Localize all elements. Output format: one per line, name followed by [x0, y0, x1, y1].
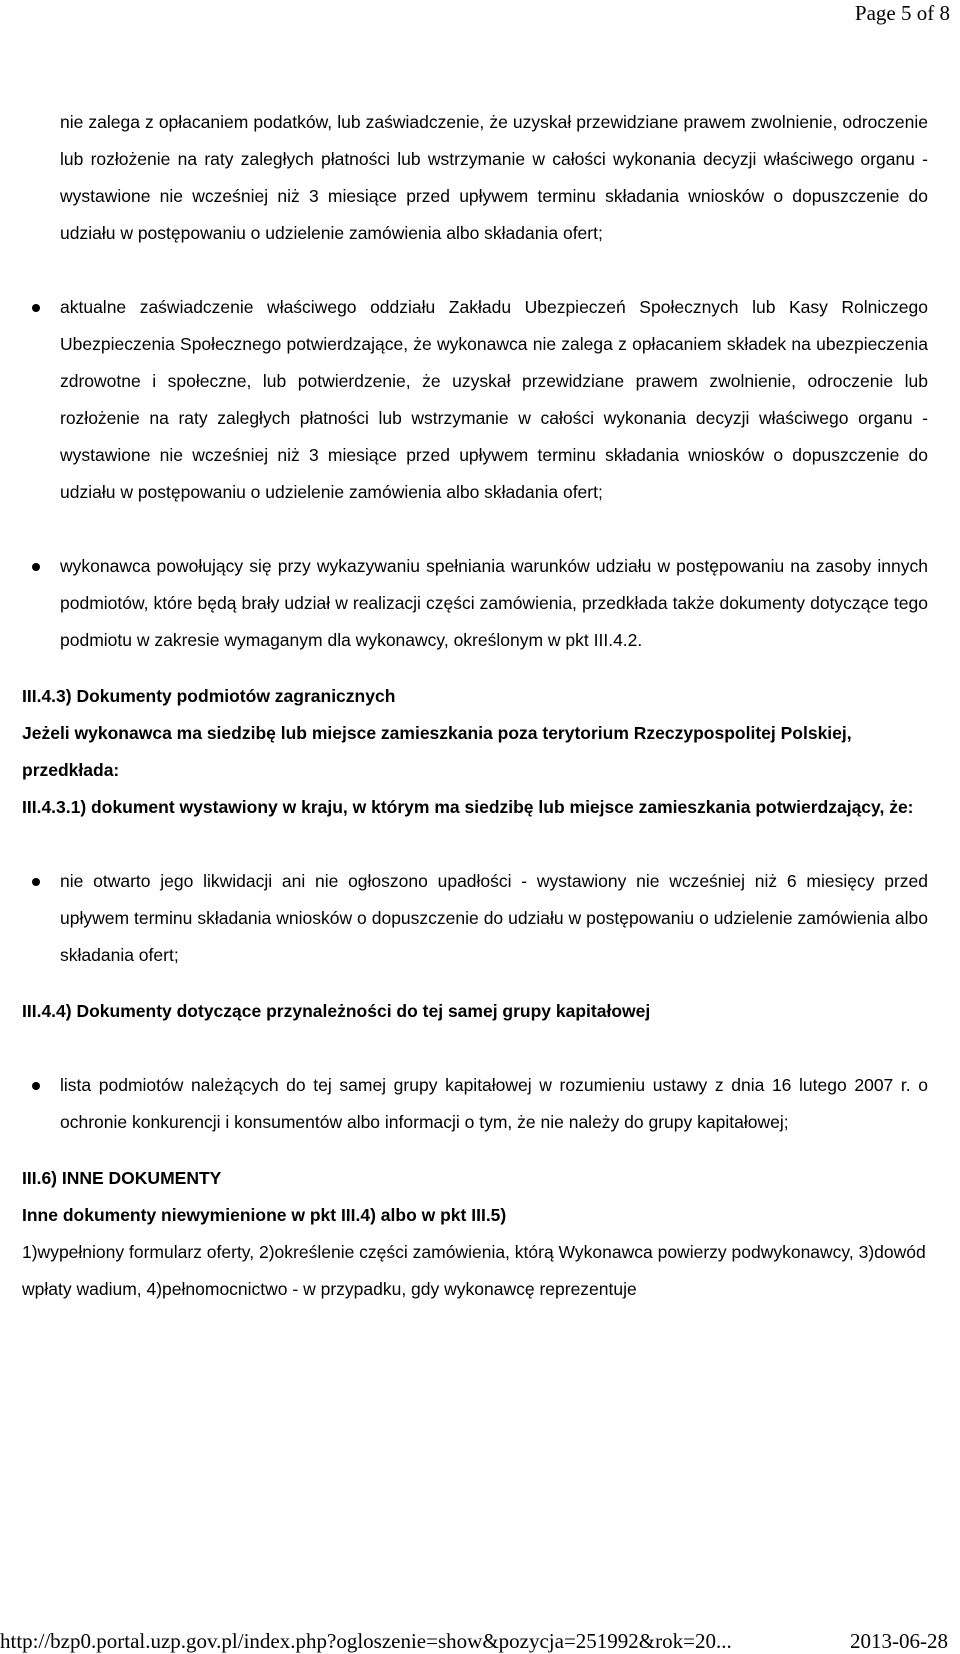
section-heading-443: III.4.3) Dokumenty podmiotów zagranicznych: [22, 686, 396, 706]
bullet-icon: [32, 563, 40, 571]
section-heading-inne: Inne dokumenty niewymienione w pkt III.4) albo w pkt III.5): [22, 1205, 507, 1225]
section-heading-4431: III.4.3.1) dokument wystawiony w kraju, w którym ma siedzibę lub miejsce zamieszkania potwierdzający, że:: [22, 797, 914, 817]
bullet-icon: [32, 304, 40, 312]
paragraph-continuation: nie zalega z opłacaniem podatków, lub zaświadczenie, że uzyskał przewidziane prawem zwolnienie, odroczenie lub rozłożenie na raty zaległych płatności lub wstrzymanie w całości wykonania decyzji właściwego organu - wystawione nie wcześniej niż 3 miesiące przed upływem terminu składania wniosków o dopuszczenie do udziału w postępowaniu o udzielenie zamówienia albo składania ofert;: [60, 112, 928, 243]
footer-url: http://bzp0.portal.uzp.gov.pl/index.php?ogloszenie=show&pozycja=251992&rok=20...: [0, 1629, 732, 1653]
page-number: Page 5 of 8: [854, 1, 950, 25]
list-item-text: aktualne zaświadczenie właściwego oddziału Zakładu Ubezpieczeń Społecznych lub Kasy Rolniczego Ubezpieczenia Społecznego potwierdzające, że wykonawca nie zalega z opłacaniem składek na ubezpieczenia zdrowotne i społeczne, lub potwierdzenie, że uzyskał przewidziane prawem zwolnienie, odroczenie lub rozłożenie na raty zaległych płatności lub wstrzymanie w całości wykonania decyzji właściwego organu - wystawione nie wcześniej niż 3 miesiące przed upływem terminu składania wniosków o dopuszczenie do udziału w postępowaniu o udzielenie zamówienia albo składania ofert;: [60, 297, 928, 502]
page-footer: [0, 1628, 960, 1654]
section-heading-36: III.6) INNE DOKUMENTY: [22, 1168, 222, 1188]
list-item-likwidacja: [22, 863, 928, 974]
paragraph-inne: 1)wypełniony formularz oferty, 2)określenie części zamówienia, którą Wykonawca powierzy podwykonawcy, 3)dowód wpłaty wadium, 4)pełnomocnictwo - w przypadku, gdy wykonawcę reprezentuje: [22, 1242, 926, 1299]
list-item-text: lista podmiotów należących do tej samej grupy kapitałowej w rozumieniu ustawy z dnia 16 lutego 2007 r. o ochronie konkurencji i konsumentów albo informacji o tym, że nie należy do grupy kapitałowej;: [60, 1075, 928, 1132]
section-heading-foreign: Jeżeli wykonawca ma siedzibę lub miejsce zamieszkania poza terytorium Rzeczypospolitej Polskiej, przedkłada:: [22, 723, 852, 780]
list-item-zasoby: [22, 548, 928, 659]
footer-date: 2013-06-28: [850, 1629, 948, 1653]
list-item-text: nie otwarto jego likwidacji ani nie ogłoszono upadłości - wystawiony nie wcześniej niż 6 miesięcy przed upływem terminu składania wniosków o dopuszczenie do udziału w postępowaniu o udzielenie zamówienia albo składania ofert;: [60, 871, 928, 965]
list-item-zus: [22, 289, 928, 511]
bullet-icon: [32, 1082, 40, 1090]
bullet-icon: [32, 878, 40, 886]
section-heading-444: III.4.4) Dokumenty dotyczące przynależności do tej samej grupy kapitałowej: [22, 1001, 651, 1021]
list-item-grupa: [22, 1067, 928, 1141]
list-item-text: wykonawca powołujący się przy wykazywaniu spełniania warunków udziału w postępowaniu na zasoby innych podmiotów, które będą brały udział w realizacji części zamówienia, przedkłada także dokumenty dotyczące tego podmiotu w zakresie wymaganym dla wykonawcy, określonym w pkt III.4.2.: [60, 556, 928, 650]
document-body: [22, 104, 928, 1308]
